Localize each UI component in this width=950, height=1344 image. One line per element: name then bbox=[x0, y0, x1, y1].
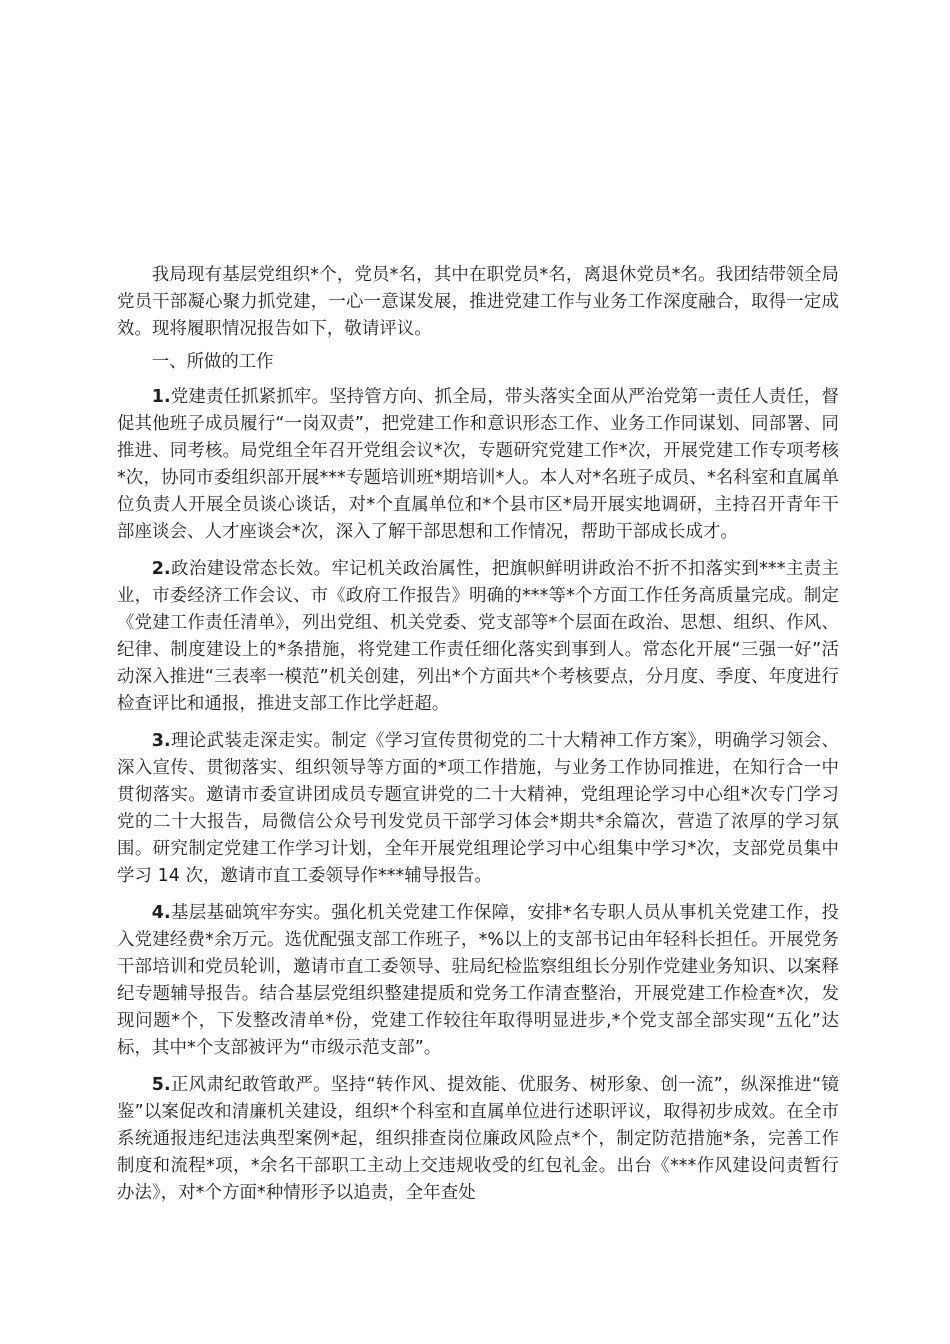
item-number: 3. bbox=[151, 731, 171, 751]
item-paragraph-5 bbox=[117, 1072, 839, 1207]
item-text: 党建责任抓紧抓牢。坚持管方向、抓全局，带头落实全面从严治党第一责任人责任，督促其他班子成员履行“一岗双责”，把党建工作和意识形态工作、业务工作同谋划、同部署、同推进、同考核。局党组全年召开党组会议*次，专题研究党建工作*次，开展党建工作专项考核*次，协同市委组织部开展***专题培训班*期培训*人。本人对*名班子成员、*名科室和直属单位负责人开展全员谈心谈话，对*个直属单位和*个县市区*局开展实地调研，主持召开青年干部座谈会、人才座谈会*次，深入了解干部思想和工作情况，帮助干部成长成才。 bbox=[117, 387, 839, 542]
item-number: 2. bbox=[151, 559, 171, 579]
intro-paragraph: 我局现有基层党组织*个，党员*名，其中在职党员*名，离退休党员*名。我团结带领全局党员干部凝心聚力抓党建，一心一意谋发展，推进党建工作与业务工作深度融合，取得一定成效。现将履职情况报告如下，敬请评议。 bbox=[117, 265, 839, 339]
item-paragraph-4 bbox=[117, 900, 839, 1062]
item-paragraph-1 bbox=[117, 384, 839, 546]
section-heading: 一、所做的工作 bbox=[151, 352, 274, 372]
item-number: 5. bbox=[151, 1075, 171, 1095]
item-paragraph-3 bbox=[117, 728, 839, 890]
item-text: 基层基础筑牢夯实。强化机关党建工作保障，安排*名专职人员从事机关党建工作，投入党建经费*余万元。选优配强支部工作班子，*%以上的支部书记由年轻科长担任。开展党务干部培训和党员轮训，邀请市直工委领导、驻局纪检监察组组长分别作党建业务知识、以案释纪专题辅导报告。结合基层党组织整建提质和党务工作清查整治，开展党建工作检查*次，发现问题*个，下发整改清单*份，党建工作较往年取得明显进步,*个党支部全部实现“五化”达标，其中*个支部被评为“市级示范支部”。 bbox=[117, 903, 839, 1058]
item-text: 正风肃纪敢管敢严。坚持“转作风、提效能、优服务、树形象、创一流”，纵深推进“镜鉴”以案促改和清廉机关建设，组织*个科室和直属单位进行述职评议，取得初步成效。在全市系统通报违纪违法典型案例*起，组织排查岗位廉政风险点*个，制定防范措施*条，完善工作制度和流程*项，*余名干部职工主动上交违规收受的红包礼金。出台《***作风建设问责暂行办法》，对*个方面*种情形予以追责，全年查处 bbox=[117, 1075, 839, 1203]
item-number: 1. bbox=[151, 387, 171, 407]
document-page bbox=[117, 262, 839, 1207]
item-number: 4. bbox=[151, 903, 171, 923]
item-text: 理论武装走深走实。制定《学习宣传贯彻党的二十大精神工作方案》，明确学习领会、深入宣传、贯彻落实、组织领导等方面的*项工作措施，与业务工作协同推进，在知行合一中贯彻落实。邀请市委宣讲团成员专题宣讲党的二十大精神，党组理论学习中心组*次专门学习党的二十大报告，局微信公众号刊发党员干部学习体会*期共*余篇次，营造了浓厚的学习氛围。研究制定党建工作学习计划，全年开展党组理论学习中心组集中学习*次，支部党员集中学习 14 次，邀请市直工委领导作***辅导报告。 bbox=[117, 731, 839, 886]
item-paragraph-2 bbox=[117, 556, 839, 718]
item-text: 政治建设常态长效。牢记机关政治属性，把旗帜鲜明讲政治不折不扣落实到***主责主业，市委经济工作会议、市《政府工作报告》明确的***等*个方面工作任务高质量完成。制定《党建工作责任清单》，列出党组、机关党委、党支部等*个层面在政治、思想、组织、作风、纪律、制度建设上的*条措施，将党建工作责任细化落实到事到人。常态化开展“三强一好”活动深入推进“三表率一模范”机关创建，列出*个方面共*个考核要点，分月度、季度、年度进行检查评比和通报，推进支部工作比学赶超。 bbox=[117, 559, 839, 714]
